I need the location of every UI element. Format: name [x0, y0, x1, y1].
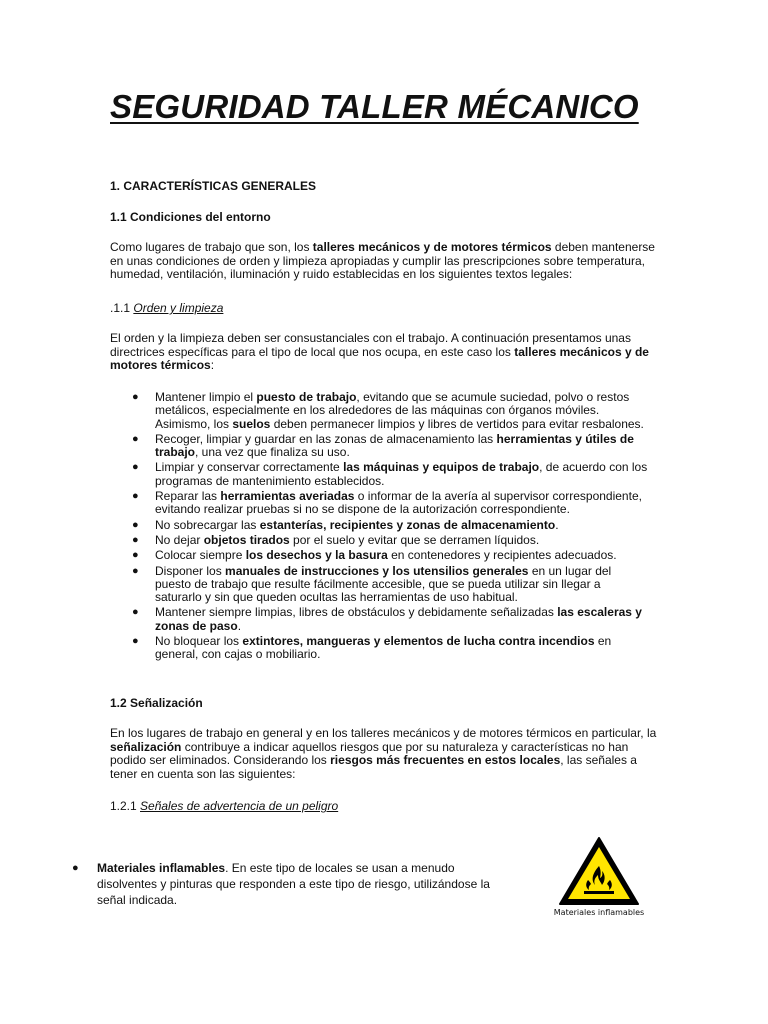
list-item-text: Colocar siempre [155, 548, 246, 563]
bullet-icon: ● [132, 533, 139, 546]
signal-bold-2: riesgos más frecuentes en estos locales [330, 753, 561, 767]
bullet-icon: ● [132, 518, 139, 531]
signal-text-2: contribuye a indicar aquellos riesgos que por su naturaleza y características no han podido ser eliminados. Considerando los [110, 739, 629, 767]
signal-paragraph [110, 727, 658, 781]
section-heading-1: 1. CARACTERÍSTICAS GENERALES [110, 179, 317, 193]
bullet-icon: ● [132, 635, 139, 648]
list-item [110, 490, 650, 517]
subsection-link-orden-limpieza[interactable]: Orden y limpieza [133, 301, 224, 315]
list-item [110, 433, 650, 460]
bullet-icon: ● [132, 606, 139, 619]
bullet-icon: ● [132, 490, 139, 503]
list-item-bold: herramientas averiadas [220, 489, 355, 504]
list-item-text: . [237, 618, 242, 633]
list-item-text: o informar de la avería al supervisor correspondiente, evitando realizar pruebas si no se dispone de la autorización correspondiente. [155, 489, 642, 517]
list-item-bold: las escaleras y zonas de paso [155, 605, 642, 633]
intro-bold: talleres mecánicos y de motores térmicos [312, 240, 552, 254]
list-item-text: Mantener limpio el [155, 390, 257, 404]
bullet-icon: ● [72, 862, 79, 874]
order-text-1: El orden y la limpieza deben ser consustanciales con el trabajo. A continuación presentamos unas directrices específicas para el tipo de local que nos ocupa, en este caso los [110, 331, 631, 359]
list-item-text: No bloquear los [155, 634, 243, 649]
order-text-2: : [210, 358, 215, 372]
flammable-warning-sign [551, 836, 647, 920]
list-item-text: No dejar [155, 532, 204, 547]
list-item-text: en contenedores y recipientes adecuados. [387, 548, 617, 563]
bullet-icon: ● [132, 432, 139, 445]
list-item-bold: puesto de trabajo [256, 390, 357, 404]
order-paragraph [110, 332, 658, 373]
intro-text-2: deben mantenerse en unas condiciones de orden y limpieza apropiadas y cumplir las prescripciones sobre temperatura, humedad, ventilación, iluminación y ruido establecidas en los siguientes textos legales: [110, 240, 655, 281]
list-item-text: . [555, 517, 559, 532]
list-item-bold: suelos [232, 416, 271, 431]
section-heading-1-2: 1.2 Señalización [110, 696, 203, 710]
intro-text-1: Como lugares de trabajo que son, los [110, 240, 313, 254]
list-item-bold: objetos tirados [203, 532, 290, 547]
subsection-number: .1.1 [110, 301, 134, 315]
list-item-text: Reparar las [155, 489, 221, 504]
subsection-link-senales[interactable]: Señales de advertencia de un peligro [140, 799, 339, 813]
flammable-list-item [70, 860, 510, 908]
list-item [110, 519, 650, 532]
list-item-bold: herramientas y útiles de trabajo [155, 431, 634, 460]
intro-paragraph [110, 241, 658, 282]
document-title: SEGURIDAD TALLER MÉCANICO [110, 88, 639, 125]
signal-bold-1: señalización [110, 739, 182, 754]
list-item-bold: manuales de instrucciones y los utensilios generales [225, 563, 529, 578]
subsection-number: 1.2.1 [110, 799, 141, 813]
signal-text-3: , las señales a tener en cuenta son las siguientes: [110, 753, 637, 781]
bullet-icon: ● [132, 461, 139, 474]
list-item-text: , de acuerdo con los programas de mantenimiento establecidos. [155, 460, 648, 488]
subsection-1-2-1 [110, 799, 338, 813]
list-item [110, 549, 650, 562]
list-item-text: en un lugar del puesto de trabajo que resulte fácilmente accesible, que se pueda utilizar sin llegar a saturarlo y sin que queden ocultas las herramientas de uso habitual. [155, 563, 612, 605]
list-item [110, 606, 650, 633]
list-item-text: Recoger, limpiar y guardar en las zonas de almacenamiento las [155, 431, 497, 446]
flammable-desc: . En este tipo de locales se usan a menudo disolventes y pinturas que responden a este tipo de riesgo, utilizándose la señal indicada. [97, 861, 490, 907]
list-item-bold: los desechos y la basura [245, 548, 388, 563]
list-item-text: , una vez que finaliza su uso. [195, 445, 350, 460]
list-item-bold: estanterías, recipientes y zonas de almacenamiento [259, 517, 556, 532]
order-bold: talleres mecánicos y de motores térmicos [110, 344, 649, 372]
sign-caption: Materiales inflamables [553, 908, 645, 917]
flammable-text [70, 860, 510, 908]
section-heading-1-1: 1.1 Condiciones del entorno [110, 210, 271, 224]
list-item-text: Disponer los [155, 563, 226, 578]
bullet-icon: ● [132, 564, 139, 577]
bullet-icon: ● [132, 549, 139, 562]
signal-text-1: En los lugares de trabajo en general y en los talleres mecánicos y de motores térmicos en particular, la [110, 726, 657, 740]
list-item-text: en general, con cajas o mobiliario. [155, 634, 612, 662]
list-item-text: por el suelo y evitar que se derramen líquidos. [289, 532, 540, 547]
list-item-bold: las máquinas y equipos de trabajo [343, 460, 540, 475]
list-item [110, 565, 650, 605]
list-item-bold: extintores, mangueras y elementos de lucha contra incendios [242, 634, 595, 649]
list-item [110, 391, 650, 431]
list-item-text: No sobrecargar las [155, 517, 260, 532]
list-item-text: Limpiar y conservar correctamente [155, 460, 344, 475]
flammable-bold: Materiales inflamables [97, 861, 226, 875]
list-item-text: deben permanecer limpios y libres de vertidos para evitar resbalones. [270, 416, 644, 431]
list-item-text: Mantener siempre limpias, libres de obstáculos y debidamente señalizadas [155, 605, 558, 620]
cleaning-guidelines-list [110, 391, 650, 664]
list-item-text: , evitando que se acumule suciedad, polvo o restos metálicos, especialmente en los alrededores de las máquinas con órganos móviles. Asimismo, los [155, 390, 630, 431]
list-item [110, 635, 650, 662]
subsection-1-1-1 [110, 301, 223, 315]
list-item [110, 534, 650, 547]
flammable-warning-icon [558, 836, 640, 906]
list-item [110, 461, 650, 488]
bullet-icon: ● [132, 391, 139, 403]
